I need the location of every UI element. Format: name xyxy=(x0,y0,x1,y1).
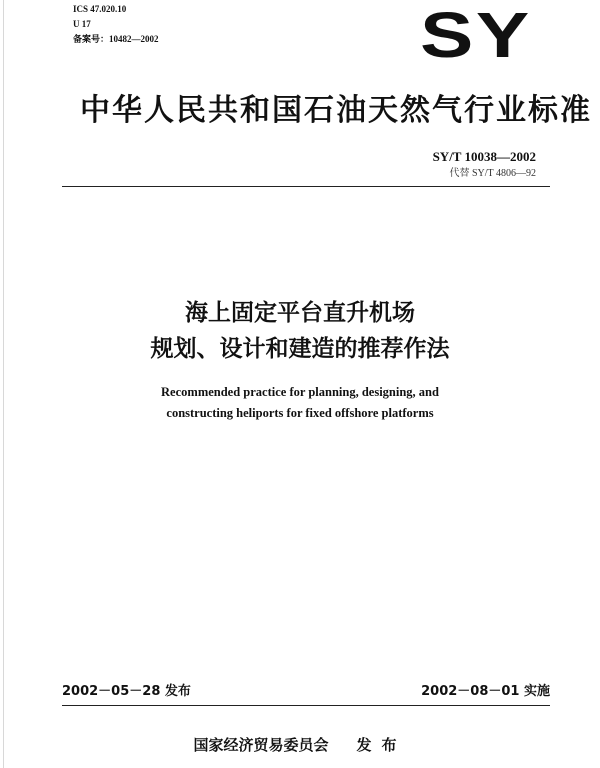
issuing-authority xyxy=(0,734,600,755)
standard-category-title: 中华人民共和国石油天然气行业标准 xyxy=(80,93,592,128)
replaced-standard: 代替 SY/T 4806—92 xyxy=(449,168,536,179)
english-title-line-2: constructing heliports for fixed offshore platforms xyxy=(166,406,434,420)
sy-logo: SY xyxy=(420,0,532,71)
english-title-line-1: Recommended practice for planning, designing, and xyxy=(161,385,439,399)
ics-code: ICS 47.020.10 xyxy=(73,4,127,14)
bottom-divider xyxy=(62,705,550,706)
standard-number: SY/T 10038—2002 xyxy=(432,149,536,164)
record-number: 备案号：10482—2002 xyxy=(73,34,159,44)
issue-action: 发布 xyxy=(356,736,407,754)
classification-block xyxy=(73,2,159,47)
standard-code-block xyxy=(433,148,536,182)
chinese-title-line-2: 规划、设计和建造的推荐作法 xyxy=(150,336,450,362)
implementation-date: 2002－08－01 实施 xyxy=(421,684,550,699)
chinese-title-line-1: 海上固定平台直升机场 xyxy=(185,300,415,326)
issuer-name: 国家经济贸易委员会 xyxy=(193,736,329,754)
ccs-code: U 17 xyxy=(73,19,91,29)
issue-date: 2002－05－28 发布 xyxy=(62,684,191,699)
top-divider xyxy=(62,186,550,187)
